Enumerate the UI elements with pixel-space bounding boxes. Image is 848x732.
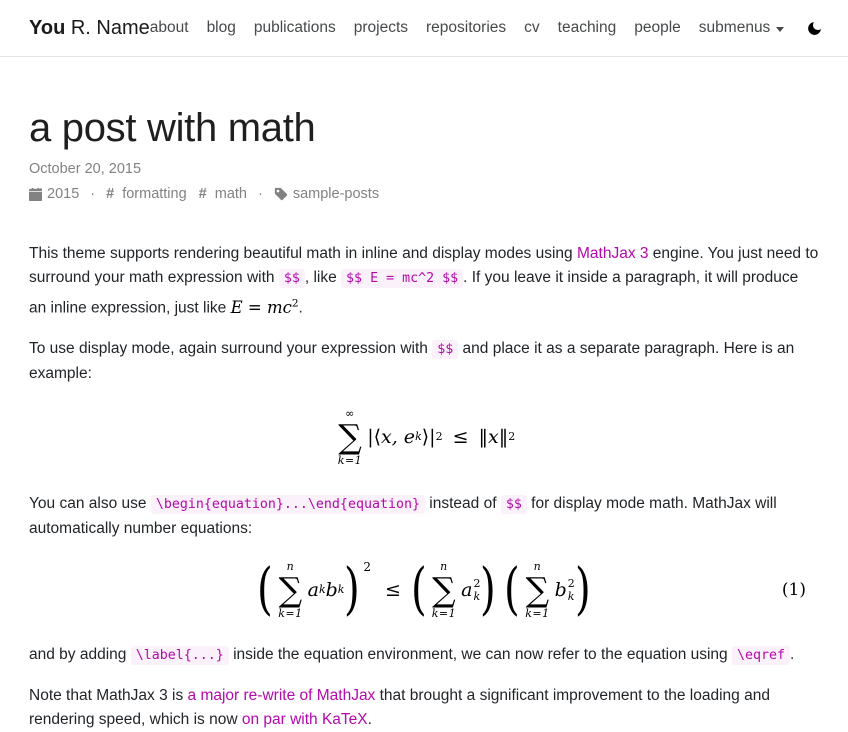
hashtag-icon: # xyxy=(106,186,115,202)
meta-tag-math[interactable] xyxy=(199,186,247,202)
moon-icon xyxy=(806,20,823,37)
link-mathjax-rewrite[interactable]: a major re-write of MathJax xyxy=(187,686,376,704)
math-run: a xyxy=(307,578,319,601)
code-dollar: $$ xyxy=(432,340,458,359)
math-group xyxy=(504,556,591,622)
hashtag-icon: # xyxy=(198,186,207,202)
math-run: |⟨ xyxy=(367,425,382,448)
meta-separator: · xyxy=(90,186,96,202)
math-run: x, e xyxy=(381,425,416,448)
post-date: October 20, 2015 xyxy=(29,161,142,177)
meta-tag-formatting[interactable] xyxy=(106,186,187,202)
text-run: instead of xyxy=(425,494,501,512)
page-title: a post with math xyxy=(29,106,316,150)
paragraph-equation-env xyxy=(29,492,819,541)
text-run: and place it as a separate paragraph. Here is an example: xyxy=(29,339,795,382)
nav-item-people[interactable]: people xyxy=(634,19,681,36)
brand-first-name: You xyxy=(29,16,66,39)
paragraph-intro xyxy=(29,242,819,321)
left-paren: ( xyxy=(410,556,427,622)
math-run: ‖ xyxy=(498,425,509,448)
link-katex[interactable]: on par with KaTeX xyxy=(241,710,368,728)
math-run: x xyxy=(487,425,499,448)
paragraph-note xyxy=(29,684,819,732)
inline-math-emc2: $E = mc^2$ xyxy=(230,297,299,317)
left-paren: ( xyxy=(504,556,521,622)
math-run: ‖ xyxy=(478,425,488,448)
right-paren: ) xyxy=(574,556,591,622)
nav-dropdown-label: submenus xyxy=(698,19,771,36)
text-run: . xyxy=(298,299,303,317)
text-run: Note that MathJax 3 is xyxy=(29,686,188,704)
chevron-down-icon xyxy=(776,27,784,32)
meta-tag-label: math xyxy=(214,186,247,202)
site-brand[interactable] xyxy=(29,17,150,40)
text-run: . If you leave it inside a paragraph, it will produce an inline expression, just like xyxy=(29,269,799,317)
text-run: To use display mode, again surround your expression with xyxy=(29,339,433,357)
math-subsup: 2 k xyxy=(473,576,481,603)
text-run: , like xyxy=(304,269,342,286)
code-label: \label{...} xyxy=(131,646,229,665)
math-relation: ≤ xyxy=(452,425,469,448)
text-run: You can also use xyxy=(29,494,151,512)
math-run: b xyxy=(325,578,338,601)
right-paren: ) xyxy=(344,556,361,622)
nav-item-cv[interactable]: cv xyxy=(524,19,540,36)
text-run: engine. You just need to surround your math expression with xyxy=(29,245,819,286)
nav-item-repositories[interactable]: repositories xyxy=(426,19,507,36)
text-run: and by adding xyxy=(29,645,131,663)
display-equation-bessel: ∞ ∑ k=1 |⟨ x, e k ⟩| 2 ≤ ‖ x ‖ 2 xyxy=(337,406,516,467)
summation-symbol: n ∑ k=1 xyxy=(431,559,457,620)
tag-icon xyxy=(274,187,288,201)
summation-symbol: n ∑ k=1 xyxy=(278,559,303,620)
link-mathjax3[interactable]: MathJax 3 xyxy=(576,245,649,262)
post-container xyxy=(0,106,848,732)
nav-item-projects[interactable]: projects xyxy=(353,19,409,36)
math-run: b xyxy=(554,578,567,601)
math-group xyxy=(410,556,497,622)
math-run: a xyxy=(461,578,473,601)
code-dollar: $$ xyxy=(501,495,527,514)
group-exponent: 2 xyxy=(363,559,371,574)
text-run: inside the equation environment, we can now refer to the equation using xyxy=(228,645,732,663)
code-begin-equation: \begin{equation}...\end{equation} xyxy=(151,495,425,514)
top-navbar xyxy=(0,0,848,57)
nav-item-blog[interactable]: blog xyxy=(206,19,236,36)
math-subsup: 2 k xyxy=(567,576,575,603)
meta-year-link[interactable] xyxy=(29,186,79,202)
left-paren: ( xyxy=(257,556,274,622)
meta-separator: · xyxy=(258,186,263,202)
summation-symbol: n ∑ k=1 xyxy=(525,559,550,620)
math-run: ⟩| xyxy=(421,425,436,448)
calendar-icon xyxy=(29,188,42,201)
summation-symbol: ∞ ∑ k=1 xyxy=(337,406,363,467)
display-equation-cauchy-schwarz xyxy=(29,556,819,622)
meta-category-link[interactable] xyxy=(274,186,379,202)
text-run: . xyxy=(790,645,795,663)
nav-item-about[interactable]: about xyxy=(149,19,189,36)
code-emc2: $$ E = mc^2 $$ xyxy=(341,269,463,288)
nav-links xyxy=(150,19,824,37)
code-eqref: \eqref xyxy=(732,646,790,665)
nav-item-publications[interactable]: publications xyxy=(253,19,336,36)
equation-number: (1) xyxy=(781,579,806,600)
dark-mode-toggle[interactable] xyxy=(806,20,823,37)
code-dollar: $$ xyxy=(279,269,305,288)
post-meta-row xyxy=(29,186,819,202)
paragraph-label-eqref xyxy=(29,643,819,668)
nav-item-teaching[interactable]: teaching xyxy=(557,19,617,36)
paragraph-display-mode xyxy=(29,337,819,386)
text-run: that brought a significant improvement to the loading and rendering speed, which is now xyxy=(29,686,770,728)
text-run: This theme supports rendering beautiful math in inline and display modes using xyxy=(29,245,577,262)
nav-dropdown-submenus[interactable] xyxy=(699,19,785,37)
math-group: ( n ∑ k=1 a k b k ) xyxy=(257,556,361,622)
meta-year-label: 2015 xyxy=(47,186,80,202)
text-run: for display mode math. MathJax will automatically number equations: xyxy=(29,494,777,537)
math-relation: ≤ xyxy=(384,578,401,601)
meta-category-label: sample-posts xyxy=(292,186,380,202)
meta-tag-label: formatting xyxy=(122,186,187,202)
right-paren: ) xyxy=(480,556,497,622)
text-run: . xyxy=(367,710,372,728)
brand-last-name: R. Name xyxy=(65,16,150,39)
